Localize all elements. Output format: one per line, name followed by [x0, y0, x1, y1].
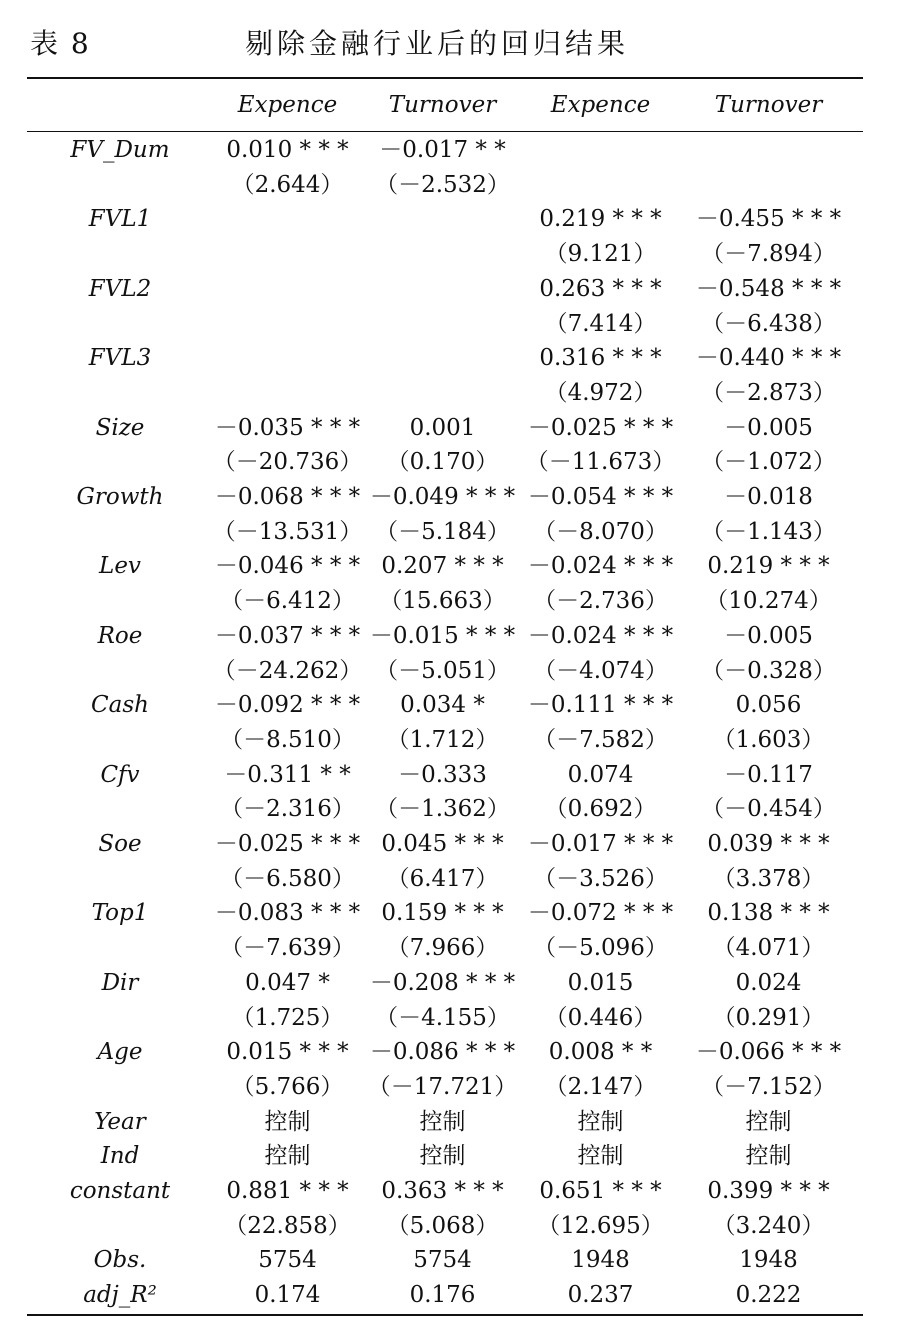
table-cell: （－4.074） — [533, 657, 668, 684]
table-cell: （3.240） — [712, 1212, 825, 1239]
table-cell: （9.121） — [544, 241, 657, 268]
table-cell: （－5.096） — [533, 935, 668, 962]
table-cell: 0.316 * * * — [539, 345, 662, 372]
table-row — [0, 862, 916, 897]
table-cell: （2.147） — [544, 1073, 657, 1100]
table-cell: 0.222 — [735, 1282, 802, 1309]
table-row — [0, 966, 916, 1001]
row-label: adj_R² — [83, 1282, 157, 1309]
table-cell: 0.024 — [735, 969, 802, 996]
table-row — [0, 1278, 916, 1313]
table-row — [0, 445, 916, 480]
bottom-rule — [27, 1314, 863, 1316]
table-cell: 0.881 * * * — [226, 1178, 349, 1204]
row-label: constant — [69, 1178, 171, 1204]
table-cell: （－0.454） — [701, 796, 836, 823]
header-col-4: Turnover — [714, 92, 823, 118]
table-row — [0, 1174, 916, 1209]
header-col-2: Turnover — [388, 92, 497, 118]
table-cell: （3.378） — [712, 865, 825, 892]
table-cell: （5.766） — [231, 1073, 344, 1100]
table-row — [0, 168, 916, 203]
table-cell: （－17.721） — [367, 1073, 518, 1100]
table-cell: 控制 — [745, 1108, 792, 1135]
table-cell: （－5.051） — [375, 657, 510, 684]
table-cell: （－2.736） — [533, 588, 668, 615]
table-cell: －0.015 * * * — [369, 622, 516, 649]
table-cell: －0.024 * * * — [527, 622, 674, 649]
row-label: Growth — [76, 484, 164, 510]
table-row — [0, 237, 916, 272]
table-cell: 0.207 * * * — [381, 553, 504, 580]
table-cell: －0.066 * * * — [695, 1039, 842, 1066]
table-row — [0, 584, 916, 619]
header-col-1: Expence — [237, 92, 338, 118]
table-cell: （－5.184） — [375, 518, 510, 545]
table-row — [0, 792, 916, 827]
table-cell: －0.018 — [724, 484, 813, 510]
table-cell: （10.274） — [705, 588, 832, 615]
table-cell: （－24.262） — [212, 657, 363, 684]
table-cell: 0.010 * * * — [226, 137, 349, 163]
table-row — [0, 896, 916, 931]
table-cell: －0.017 * * * — [527, 831, 674, 857]
table-cell: 控制 — [577, 1108, 624, 1135]
table-row — [0, 1035, 916, 1070]
table-cell: （1.725） — [231, 1004, 344, 1031]
table-caption — [30, 22, 890, 62]
table-cell: （－1.362） — [375, 796, 510, 823]
table-cell: －0.117 — [724, 761, 813, 788]
table-row — [0, 931, 916, 966]
table-cell: （－2.873） — [701, 379, 836, 406]
table-row — [0, 654, 916, 689]
table-cell: 0.045 * * * — [381, 831, 504, 857]
table-cell: 控制 — [419, 1108, 466, 1135]
row-label: Size — [95, 414, 145, 441]
table-cell: －0.054 * * * — [527, 484, 674, 510]
row-label: FV_Dum — [70, 137, 170, 163]
table-cell: 0.263 * * * — [539, 275, 662, 302]
table-cell: －0.548 * * * — [695, 275, 842, 302]
table-cell: －0.025 * * * — [214, 831, 361, 857]
table-cell: （7.966） — [386, 935, 499, 962]
table-title: 剔除金融行业后的回归结果 — [245, 27, 630, 60]
table-cell: （12.695） — [537, 1212, 664, 1239]
table-cell: （－2.316） — [220, 796, 355, 823]
table-cell: （－8.070） — [533, 518, 668, 545]
table-cell: －0.086 * * * — [369, 1039, 516, 1066]
table-cell: 控制 — [264, 1143, 311, 1170]
table-cell: （－2.532） — [375, 171, 510, 198]
table-row — [0, 411, 916, 446]
table-cell: 0.176 — [409, 1282, 476, 1309]
table-number: 表 8 — [30, 27, 91, 60]
table-cell: （0.692） — [544, 796, 657, 823]
table-cell: 控制 — [745, 1143, 792, 1170]
table-cell: 0.015 * * * — [226, 1039, 349, 1066]
table-cell: （4.972） — [544, 379, 657, 406]
table-cell: 控制 — [264, 1108, 311, 1135]
table-cell: （－6.438） — [701, 310, 836, 337]
table-cell: 控制 — [577, 1143, 624, 1170]
table-cell: （7.414） — [544, 310, 657, 337]
table-row — [0, 723, 916, 758]
table-cell: 0.034 * — [400, 692, 485, 719]
table-cell: 5754 — [258, 1247, 317, 1274]
table-cell: （－6.412） — [220, 588, 355, 615]
table-cell: －0.208 * * * — [369, 969, 516, 996]
table-cell: －0.017 * * — [379, 137, 506, 163]
table-cell: （－1.143） — [701, 518, 836, 545]
table-cell: 0.159 * * * — [381, 900, 504, 927]
table-cell: －0.072 * * * — [527, 900, 674, 927]
table-cell: －0.005 — [724, 414, 813, 441]
table-cell: 0.219 * * * — [707, 553, 830, 580]
table-row — [0, 202, 916, 237]
row-label: Cash — [91, 692, 149, 719]
table-cell: －0.455 * * * — [695, 206, 842, 233]
table-cell: －0.049 * * * — [369, 484, 516, 510]
table-cell: （－20.736） — [212, 449, 363, 476]
table-cell: －0.083 * * * — [214, 900, 361, 927]
row-label: Dir — [101, 969, 139, 996]
table-cell: 0.219 * * * — [539, 206, 662, 233]
table-cell: （－7.894） — [701, 241, 836, 268]
table-cell: （5.068） — [386, 1212, 499, 1239]
table-row — [0, 758, 916, 793]
table-row — [0, 827, 916, 862]
table-cell: （2.644） — [231, 171, 344, 198]
top-rule — [27, 77, 863, 79]
table-cell: （－7.152） — [701, 1073, 836, 1100]
table-cell: －0.333 — [398, 761, 487, 788]
table-cell: 0.399 * * * — [707, 1178, 830, 1204]
table-cell: 0.651 * * * — [539, 1178, 662, 1204]
table-cell: －0.440 * * * — [695, 345, 842, 372]
table-cell: －0.037 * * * — [214, 622, 361, 649]
table-cell: （－3.526） — [533, 865, 668, 892]
table-cell: （15.663） — [379, 588, 506, 615]
table-cell: 0.001 — [409, 414, 476, 441]
table-cell: 0.039 * * * — [707, 831, 830, 857]
table-cell: 1948 — [571, 1247, 630, 1274]
table-cell: 0.363 * * * — [381, 1178, 504, 1204]
row-label: Ind — [100, 1143, 140, 1170]
table-row — [0, 619, 916, 654]
table-cell: －0.046 * * * — [214, 553, 361, 580]
header-rule — [27, 131, 863, 132]
table-cell: （－6.580） — [220, 865, 355, 892]
table-cell: －0.311 * * — [224, 761, 351, 788]
table-cell: 0.174 — [254, 1282, 321, 1309]
table-row — [0, 1209, 916, 1244]
table-cell: －0.035 * * * — [214, 414, 361, 441]
table-row — [0, 307, 916, 342]
table-row — [0, 272, 916, 307]
table-header — [0, 88, 916, 124]
table-row — [0, 133, 916, 168]
row-label: FVL2 — [88, 275, 152, 302]
row-label: Year — [94, 1108, 146, 1135]
table-cell: （0.170） — [386, 449, 499, 476]
table-cell: －0.092 * * * — [214, 692, 361, 719]
row-label: Lev — [99, 553, 141, 580]
table-cell: 0.056 — [735, 692, 802, 719]
table-row — [0, 1070, 916, 1105]
row-label: Soe — [98, 831, 142, 857]
row-label: Obs. — [93, 1247, 147, 1274]
row-label: Age — [97, 1039, 143, 1066]
table-cell: （1.603） — [712, 726, 825, 753]
table-row — [0, 341, 916, 376]
table-row — [0, 515, 916, 550]
row-label: Cfv — [100, 761, 140, 788]
table-row — [0, 480, 916, 515]
table-row — [0, 376, 916, 411]
table-cell: （0.291） — [712, 1004, 825, 1031]
table-cell: 控制 — [419, 1143, 466, 1170]
table-cell: （6.417） — [386, 865, 499, 892]
table-cell: （1.712） — [386, 726, 499, 753]
table-row — [0, 1139, 916, 1174]
table-cell: （－1.072） — [701, 449, 836, 476]
table-cell: 0.008 * * — [548, 1039, 653, 1066]
table-cell: 5754 — [413, 1247, 472, 1274]
table-cell: －0.025 * * * — [527, 414, 674, 441]
table-cell: 0.047 * — [245, 969, 330, 996]
table-cell: （22.858） — [224, 1212, 351, 1239]
header-col-3: Expence — [550, 92, 651, 118]
table-cell: 0.237 — [567, 1282, 634, 1309]
table-cell: －0.068 * * * — [214, 484, 361, 510]
table-cell: （－7.582） — [533, 726, 668, 753]
row-label: Top1 — [91, 900, 149, 927]
table-cell: （－8.510） — [220, 726, 355, 753]
table-row — [0, 1001, 916, 1036]
table-cell: （－11.673） — [525, 449, 676, 476]
table-row — [0, 549, 916, 584]
row-label: Roe — [97, 622, 143, 649]
table-cell: （4.071） — [712, 935, 825, 962]
table-cell: （－13.531） — [212, 518, 363, 545]
table-row — [0, 688, 916, 723]
table-cell: －0.024 * * * — [527, 553, 674, 580]
table-cell: （－4.155） — [375, 1004, 510, 1031]
table-cell: 1948 — [739, 1247, 798, 1274]
table-row — [0, 1243, 916, 1278]
table-cell: 0.074 — [567, 761, 634, 788]
table-cell: －0.005 — [724, 622, 813, 649]
table-cell: （－7.639） — [220, 935, 355, 962]
table-cell: 0.138 * * * — [707, 900, 830, 927]
table-cell: －0.111 * * * — [527, 692, 674, 719]
table-cell: （0.446） — [544, 1004, 657, 1031]
table-cell: 0.015 — [567, 969, 634, 996]
table-cell: （－0.328） — [701, 657, 836, 684]
table-row — [0, 1105, 916, 1140]
row-label: FVL3 — [88, 345, 152, 372]
row-label: FVL1 — [88, 206, 152, 233]
